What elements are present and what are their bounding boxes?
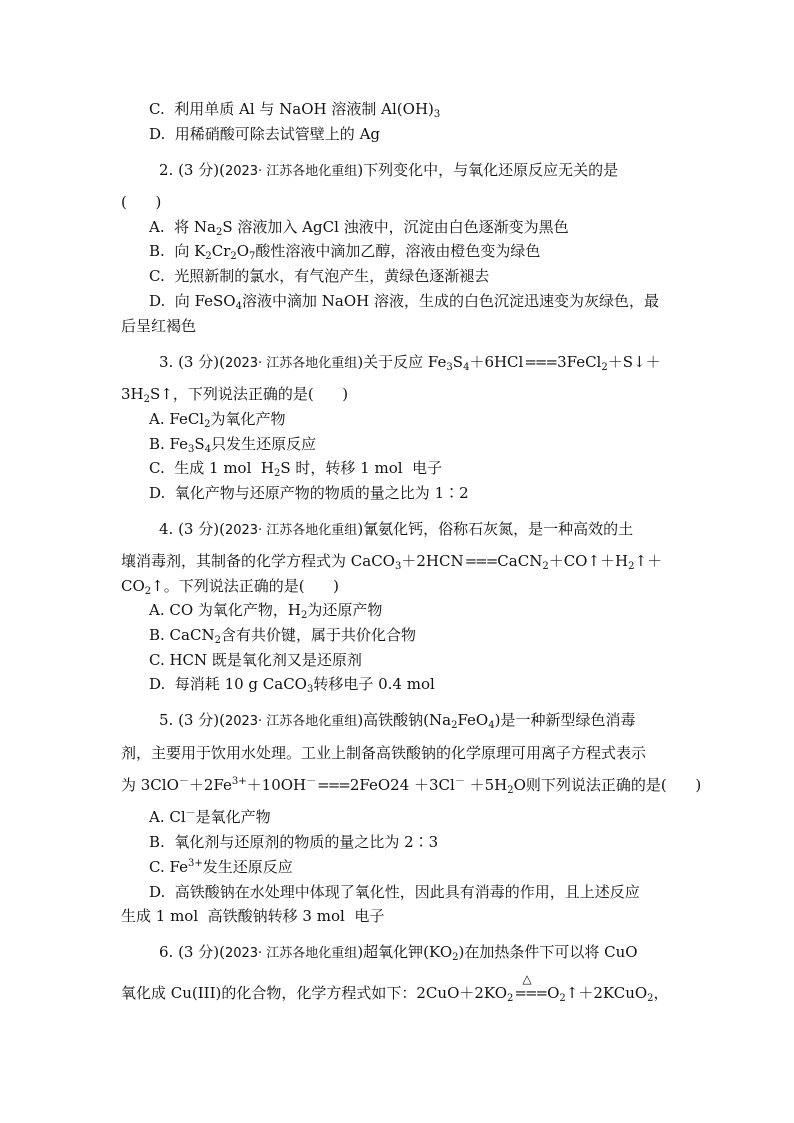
text-line: C. $Fe^{3+}$发生还原反应: [149, 858, 293, 876]
text-line: 后呈红褐色: [121, 317, 197, 335]
text-line: D. 每消耗 10 g CaCO$_3$转移电子 0.4 mol: [149, 675, 435, 695]
text-line: 5. (3 分)(2023· 江苏各地化重组)高铁酸钠$(Na_2FeO_4)$是一种新型绿色消毒: [159, 711, 636, 731]
text-line: C. 光照新制的氯水，有气泡产生，黄绿色逐渐褪去: [149, 267, 490, 285]
text-line: B. 氧化剂与还原剂的物质的量之比为 2∶3: [149, 833, 439, 851]
text-line: D. 高铁酸钠在水处理中体现了氧化性，因此具有消毒的作用，且上述反应: [149, 883, 640, 901]
text-line: 剂，主要用于饮用水处理。工业上制备高铁酸钠的化学原理可用离子方程式表示: [121, 744, 647, 762]
text-line: D. 向 FeSO$_4$溶液中滴加 NaOH 溶液，生成的白色沉淀迅速变为灰绿色，最: [149, 292, 659, 312]
text-line: $3H_2S↑$，下列说法正确的是( ): [121, 385, 349, 405]
text-line: ( ): [121, 193, 162, 211]
text-line: B. $Fe_3S_4$只发生还原反应: [149, 435, 317, 455]
text-line: D. 氧化产物与还原产物的物质的量之比为 1∶2: [149, 484, 469, 502]
text-line: $CO_2↑$。下列说法正确的是( ): [121, 577, 340, 597]
text-line: A. 将 $Na_2S$ 溶液加入 AgCl 浊液中，沉淀由白色逐渐变为黑色: [149, 218, 569, 238]
text-line: 4. (3 分)(2023· 江苏各地化重组)氰氨化钙，俗称石灰氮，是一种高效的土: [159, 520, 634, 538]
text-line: C. HCN 既是氧化剂又是还原剂: [149, 651, 362, 669]
text-line: C. 生成 1 mol $H_2S$ 时，转移 1 mol 电子: [149, 459, 443, 479]
text-line: B. 向 $K_2Cr_2O_7$酸性溶液中滴加乙醇，溶液由橙色变为绿色: [149, 242, 541, 262]
text-line: 为 $3ClO^-+2Fe^{3+}+10OH^-===2FeO24 +3Cl^- +5H_2O$则下列说法正确的是( ): [121, 776, 702, 796]
text-line: 6. (3 分)(2023· 江苏各地化重组)超氧化钾$(KO_2)$在加热条件下可以将 CuO: [159, 943, 638, 963]
text-line: B. CaCN$_2$含有共价键，属于共价化合物: [149, 626, 416, 646]
text-line: D. 用稀硝酸可除去试管壁上的 Ag: [149, 125, 380, 143]
text-line: A. Cl－是氧化产物: [149, 808, 271, 826]
text-line: A. FeCl$_2$为氧化产物: [149, 410, 286, 430]
text-line: C. 利用单质 Al 与 NaOH 溶液制 $Al(OH)_3$: [149, 100, 441, 120]
text-line: 壤消毒剂，其制备的化学方程式为 $CaCO_3+2HCN===CaCN_2+CO↑+H_2↑+$: [121, 552, 663, 572]
text-line: 3. (3 分)(2023· 江苏各地化重组)关于反应 $Fe_3S_4+6HCl===3FeCl_2+S↓+$: [159, 353, 661, 373]
text-line: 生成 1 mol 高铁酸钠转移 3 mol 电子: [121, 907, 385, 925]
text-line: 2. (3 分)(2023· 江苏各地化重组)下列变化中，与氧化还原反应无关的是: [159, 161, 619, 179]
text-line: A. CO 为氧化产物，$H_2$为还原产物: [149, 601, 383, 621]
text-line: 氧化成 Cu(III)的化合物，化学方程式如下：$2CuO+2KO_2$ △ $===O_2↑+2KCuO_2$，: [121, 972, 669, 1004]
